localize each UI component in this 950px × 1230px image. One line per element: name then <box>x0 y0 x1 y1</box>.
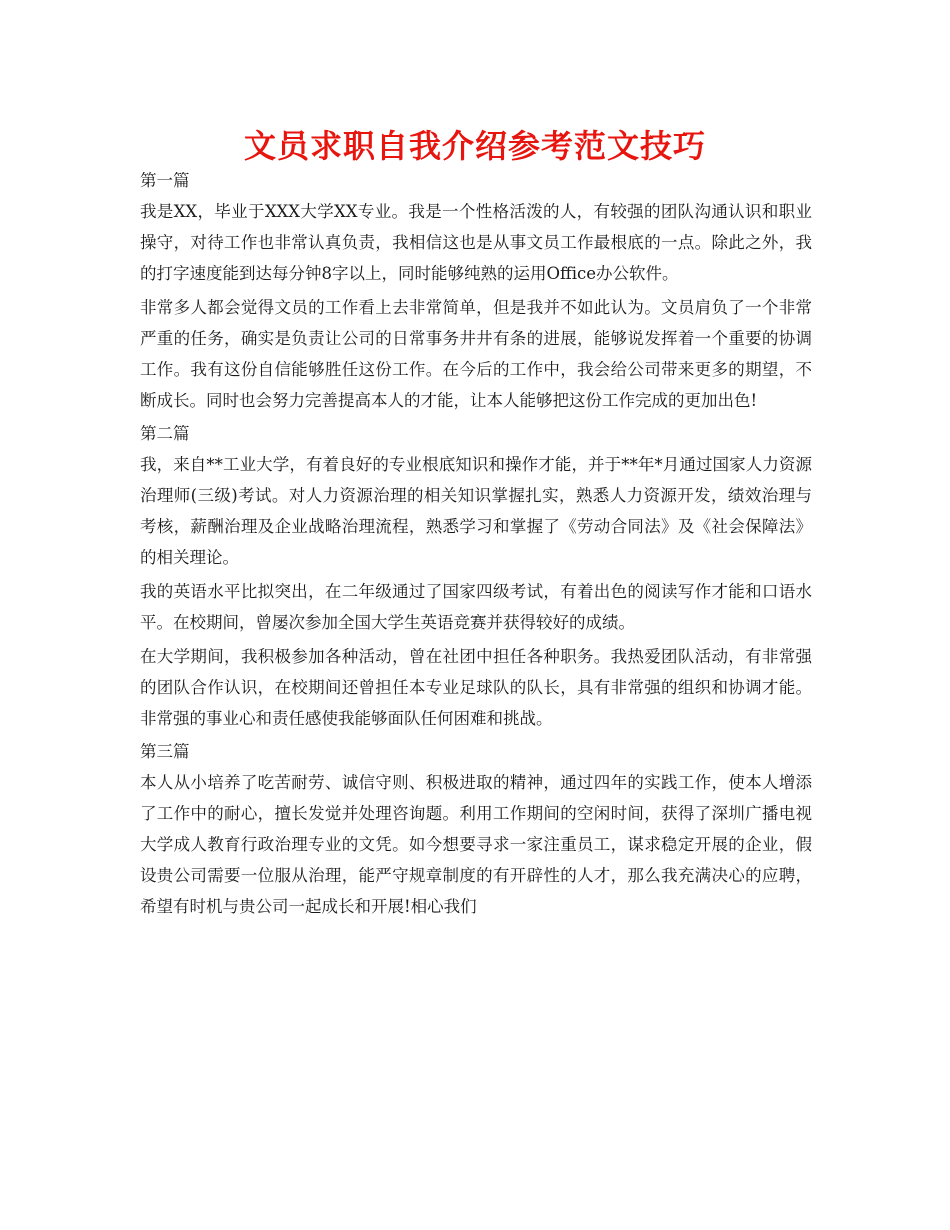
paragraph: 我是XX，毕业于XXX大学XX专业。我是一个性格活泼的人，有较强的团队沟通认识和职业操守，对待工作也非常认真负责，我相信这也是从事文员工作最根底的一点。除此之外，我的打字速度能到达每分钟8字以上，同时能够纯熟的运用Office办公软件。 <box>140 202 812 283</box>
document-title: 文员求职自我介绍参考范文技巧 <box>243 127 706 165</box>
section-2 <box>140 419 812 734</box>
paragraph: 本人从小培养了吃苦耐劳、诚信守则、积极进取的精神，通过四年的实践工作，使本人增添了工作中的耐心，擅长发觉并处理咨询题。利用工作期间的空闲时间，获得了深圳广播电视大学成人教育行政治理专业的文凭。如今想要寻求一家注重员工，谋求稳定开展的企业，假设贵公司需要一位服从治理，能严守规章制度的有开辟性的人才，那么我充满决心的应聘，希望有时机与贵公司一起成长和开展!相心我们 <box>140 773 812 916</box>
section-heading: 第二篇 <box>140 424 190 443</box>
section-1 <box>140 166 812 416</box>
section-heading: 第三篇 <box>140 742 190 761</box>
paragraph: 在大学期间，我积极参加各种活动，曾在社团中担任各种职务。我热爱团队活动，有非常强的团队合作认识，在校期间还曾担任本专业足球队的队长，具有非常强的组织和协调才能。非常强的事业心和责任感使我能够面队任何困难和挑战。 <box>140 647 812 728</box>
section-3 <box>140 737 812 922</box>
section-heading: 第一篇 <box>140 171 190 190</box>
paragraph: 我，来自**工业大学，有着良好的专业根底知识和操作才能，并于**年*月通过国家人力资源治理师(三级)考试。对人力资源治理的相关知识掌握扎实，熟悉人力资源开发，绩效治理与考核，薪酬治理及企业战略治理流程，熟悉学习和掌握了《劳动合同法》及《社会保障法》的相关理论。 <box>140 455 812 567</box>
document-body <box>140 166 812 925</box>
paragraph: 我的英语水平比拟突出，在二年级通过了国家四级考试，有着出色的阅读写作才能和口语水平。在校期间，曾屡次参加全国大学生英语竞赛并获得较好的成绩。 <box>140 582 812 632</box>
paragraph: 非常多人都会觉得文员的工作看上去非常简单，但是我并不如此认为。文员肩负了一个非常严重的任务，确实是负责让公司的日常事务井井有条的进展，能够说发挥着一个重要的协调工作。我有这份自信能够胜任这份工作。在今后的工作中，我会给公司带来更多的期望，不断成长。同时也会努力完善提高本人的才能，让本人能够把这份工作完成的更加出色! <box>140 298 812 410</box>
